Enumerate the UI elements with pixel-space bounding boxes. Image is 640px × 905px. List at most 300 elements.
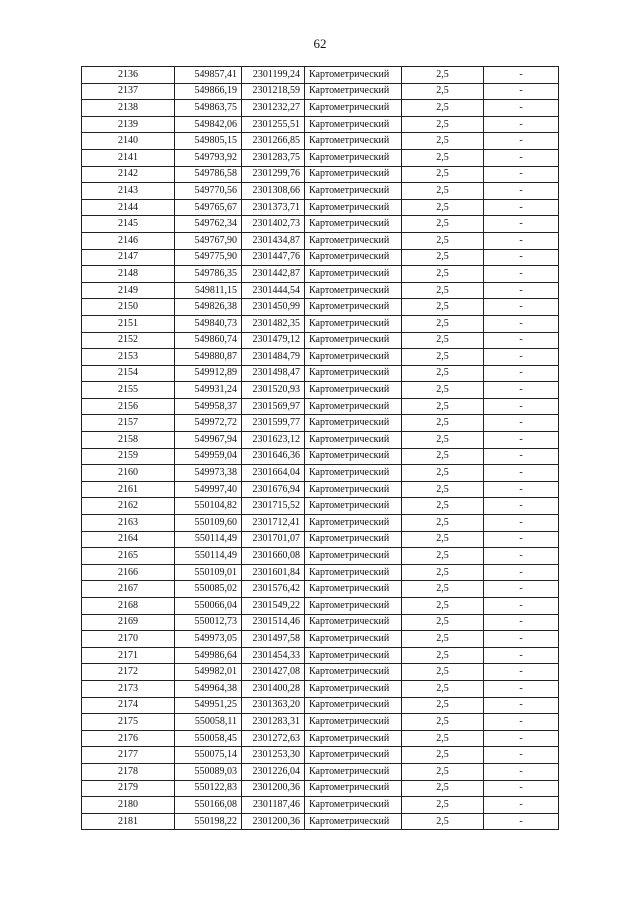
dash-cell: - [484,664,559,681]
x-coordinate-cell: 549986,64 [175,647,242,664]
x-coordinate-cell: 549770,56 [175,183,242,200]
y-coordinate-cell: 2301283,31 [242,714,305,731]
dash-cell: - [484,415,559,432]
dash-cell: - [484,763,559,780]
accuracy-cell: 2,5 [402,714,484,731]
accuracy-cell: 2,5 [402,299,484,316]
accuracy-cell: 2,5 [402,266,484,283]
dash-cell: - [484,133,559,150]
x-coordinate-cell: 549912,89 [175,365,242,382]
y-coordinate-cell: 2301308,66 [242,183,305,200]
accuracy-cell: 2,5 [402,763,484,780]
table-row [82,133,559,150]
x-coordinate-cell: 550089,03 [175,763,242,780]
method-cell: Картометрический [305,647,402,664]
table-row [82,100,559,117]
point-number-cell: 2138 [82,100,175,117]
dash-cell: - [484,498,559,515]
table-row [82,515,559,532]
dash-cell: - [484,631,559,648]
point-number-cell: 2174 [82,697,175,714]
point-number-cell: 2162 [82,498,175,515]
point-number-cell: 2177 [82,747,175,764]
x-coordinate-cell: 549786,35 [175,266,242,283]
table-row [82,780,559,797]
accuracy-cell: 2,5 [402,67,484,84]
dash-cell: - [484,67,559,84]
x-coordinate-cell: 549826,38 [175,299,242,316]
x-coordinate-cell: 550114,49 [175,531,242,548]
dash-cell: - [484,100,559,117]
x-coordinate-cell: 550085,02 [175,581,242,598]
table-row [82,116,559,133]
method-cell: Картометрический [305,232,402,249]
y-coordinate-cell: 2301676,94 [242,481,305,498]
table-row [82,697,559,714]
x-coordinate-cell: 549860,74 [175,332,242,349]
table-row [82,432,559,449]
dash-cell: - [484,282,559,299]
table-row [82,581,559,598]
table-row [82,415,559,432]
method-cell: Картометрический [305,780,402,797]
coordinates-table [81,66,559,830]
x-coordinate-cell: 549931,24 [175,382,242,399]
y-coordinate-cell: 2301497,58 [242,631,305,648]
y-coordinate-cell: 2301442,87 [242,266,305,283]
table-row [82,448,559,465]
accuracy-cell: 2,5 [402,183,484,200]
accuracy-cell: 2,5 [402,813,484,830]
method-cell: Картометрический [305,614,402,631]
point-number-cell: 2160 [82,465,175,482]
point-number-cell: 2153 [82,349,175,366]
table-row [82,299,559,316]
y-coordinate-cell: 2301253,30 [242,747,305,764]
accuracy-cell: 2,5 [402,747,484,764]
x-coordinate-cell: 550058,45 [175,730,242,747]
table-row [82,332,559,349]
accuracy-cell: 2,5 [402,631,484,648]
accuracy-cell: 2,5 [402,448,484,465]
y-coordinate-cell: 2301482,35 [242,315,305,332]
table-row [82,266,559,283]
method-cell: Картометрический [305,249,402,266]
accuracy-cell: 2,5 [402,365,484,382]
x-coordinate-cell: 550075,14 [175,747,242,764]
accuracy-cell: 2,5 [402,432,484,449]
method-cell: Картометрический [305,398,402,415]
accuracy-cell: 2,5 [402,780,484,797]
x-coordinate-cell: 549997,40 [175,481,242,498]
point-number-cell: 2166 [82,564,175,581]
point-number-cell: 2137 [82,83,175,100]
y-coordinate-cell: 2301569,97 [242,398,305,415]
y-coordinate-cell: 2301266,85 [242,133,305,150]
dash-cell: - [484,116,559,133]
dash-cell: - [484,216,559,233]
table-row [82,763,559,780]
y-coordinate-cell: 2301520,93 [242,382,305,399]
point-number-cell: 2173 [82,680,175,697]
point-number-cell: 2151 [82,315,175,332]
table-row [82,83,559,100]
method-cell: Картометрический [305,714,402,731]
point-number-cell: 2180 [82,797,175,814]
table-row [82,232,559,249]
x-coordinate-cell: 549863,75 [175,100,242,117]
table-row [82,813,559,830]
x-coordinate-cell: 550166,08 [175,797,242,814]
method-cell: Картометрический [305,664,402,681]
method-cell: Картометрический [305,282,402,299]
x-coordinate-cell: 549840,73 [175,315,242,332]
y-coordinate-cell: 2301218,59 [242,83,305,100]
y-coordinate-cell: 2301272,63 [242,730,305,747]
accuracy-cell: 2,5 [402,216,484,233]
y-coordinate-cell: 2301599,77 [242,415,305,432]
point-number-cell: 2164 [82,531,175,548]
y-coordinate-cell: 2301200,36 [242,780,305,797]
method-cell: Картометрический [305,299,402,316]
method-cell: Картометрический [305,548,402,565]
dash-cell: - [484,432,559,449]
dash-cell: - [484,382,559,399]
x-coordinate-cell: 549775,90 [175,249,242,266]
table-body [82,67,559,830]
x-coordinate-cell: 550012,73 [175,614,242,631]
y-coordinate-cell: 2301283,75 [242,149,305,166]
point-number-cell: 2156 [82,398,175,415]
point-number-cell: 2150 [82,299,175,316]
accuracy-cell: 2,5 [402,332,484,349]
table-row [82,664,559,681]
point-number-cell: 2157 [82,415,175,432]
method-cell: Картометрический [305,382,402,399]
method-cell: Картометрический [305,481,402,498]
y-coordinate-cell: 2301434,87 [242,232,305,249]
dash-cell: - [484,249,559,266]
y-coordinate-cell: 2301712,41 [242,515,305,532]
dash-cell: - [484,481,559,498]
y-coordinate-cell: 2301701,07 [242,531,305,548]
point-number-cell: 2154 [82,365,175,382]
dash-cell: - [484,548,559,565]
dash-cell: - [484,730,559,747]
x-coordinate-cell: 549964,38 [175,680,242,697]
table-row [82,531,559,548]
dash-cell: - [484,598,559,615]
accuracy-cell: 2,5 [402,598,484,615]
y-coordinate-cell: 2301514,46 [242,614,305,631]
table-row [82,67,559,84]
point-number-cell: 2168 [82,598,175,615]
method-cell: Картометрический [305,747,402,764]
accuracy-cell: 2,5 [402,515,484,532]
point-number-cell: 2178 [82,763,175,780]
method-cell: Картометрический [305,598,402,615]
table-row [82,680,559,697]
point-number-cell: 2152 [82,332,175,349]
point-number-cell: 2158 [82,432,175,449]
accuracy-cell: 2,5 [402,614,484,631]
method-cell: Картометрический [305,116,402,133]
accuracy-cell: 2,5 [402,797,484,814]
table-row [82,282,559,299]
x-coordinate-cell: 550109,01 [175,564,242,581]
method-cell: Картометрический [305,332,402,349]
dash-cell: - [484,680,559,697]
x-coordinate-cell: 549842,06 [175,116,242,133]
method-cell: Картометрический [305,365,402,382]
x-coordinate-cell: 549967,94 [175,432,242,449]
dash-cell: - [484,747,559,764]
accuracy-cell: 2,5 [402,282,484,299]
y-coordinate-cell: 2301601,84 [242,564,305,581]
x-coordinate-cell: 550122,83 [175,780,242,797]
y-coordinate-cell: 2301479,12 [242,332,305,349]
x-coordinate-cell: 549973,38 [175,465,242,482]
accuracy-cell: 2,5 [402,249,484,266]
x-coordinate-cell: 550058,11 [175,714,242,731]
accuracy-cell: 2,5 [402,680,484,697]
y-coordinate-cell: 2301450,99 [242,299,305,316]
y-coordinate-cell: 2301373,71 [242,199,305,216]
y-coordinate-cell: 2301447,76 [242,249,305,266]
method-cell: Картометрический [305,680,402,697]
method-cell: Картометрический [305,149,402,166]
method-cell: Картометрический [305,166,402,183]
accuracy-cell: 2,5 [402,199,484,216]
dash-cell: - [484,448,559,465]
accuracy-cell: 2,5 [402,531,484,548]
method-cell: Картометрический [305,432,402,449]
y-coordinate-cell: 2301402,73 [242,216,305,233]
method-cell: Картометрический [305,515,402,532]
y-coordinate-cell: 2301623,12 [242,432,305,449]
y-coordinate-cell: 2301498,47 [242,365,305,382]
method-cell: Картометрический [305,183,402,200]
point-number-cell: 2175 [82,714,175,731]
method-cell: Картометрический [305,100,402,117]
method-cell: Картометрический [305,581,402,598]
table-row [82,382,559,399]
y-coordinate-cell: 2301715,52 [242,498,305,515]
y-coordinate-cell: 2301199,24 [242,67,305,84]
y-coordinate-cell: 2301444,54 [242,282,305,299]
y-coordinate-cell: 2301232,27 [242,100,305,117]
y-coordinate-cell: 2301576,42 [242,581,305,598]
table-row [82,598,559,615]
dash-cell: - [484,515,559,532]
method-cell: Картометрический [305,199,402,216]
x-coordinate-cell: 550104,82 [175,498,242,515]
point-number-cell: 2161 [82,481,175,498]
table-row [82,315,559,332]
accuracy-cell: 2,5 [402,149,484,166]
accuracy-cell: 2,5 [402,232,484,249]
method-cell: Картометрический [305,216,402,233]
point-number-cell: 2143 [82,183,175,200]
dash-cell: - [484,365,559,382]
x-coordinate-cell: 549767,90 [175,232,242,249]
table-row [82,349,559,366]
point-number-cell: 2148 [82,266,175,283]
y-coordinate-cell: 2301400,28 [242,680,305,697]
accuracy-cell: 2,5 [402,315,484,332]
table-row [82,647,559,664]
accuracy-cell: 2,5 [402,100,484,117]
method-cell: Картометрический [305,266,402,283]
table-row [82,564,559,581]
method-cell: Картометрический [305,465,402,482]
point-number-cell: 2147 [82,249,175,266]
table-row [82,481,559,498]
point-number-cell: 2172 [82,664,175,681]
dash-cell: - [484,797,559,814]
point-number-cell: 2146 [82,232,175,249]
table-row [82,149,559,166]
x-coordinate-cell: 549762,34 [175,216,242,233]
point-number-cell: 2171 [82,647,175,664]
accuracy-cell: 2,5 [402,349,484,366]
method-cell: Картометрический [305,349,402,366]
accuracy-cell: 2,5 [402,398,484,415]
dash-cell: - [484,465,559,482]
x-coordinate-cell: 549866,19 [175,83,242,100]
accuracy-cell: 2,5 [402,415,484,432]
point-number-cell: 2159 [82,448,175,465]
dash-cell: - [484,166,559,183]
point-number-cell: 2139 [82,116,175,133]
y-coordinate-cell: 2301484,79 [242,349,305,366]
x-coordinate-cell: 549811,15 [175,282,242,299]
table-row [82,498,559,515]
y-coordinate-cell: 2301427,08 [242,664,305,681]
point-number-cell: 2144 [82,199,175,216]
dash-cell: - [484,398,559,415]
method-cell: Картометрический [305,531,402,548]
x-coordinate-cell: 549805,15 [175,133,242,150]
x-coordinate-cell: 549880,87 [175,349,242,366]
y-coordinate-cell: 2301549,22 [242,598,305,615]
method-cell: Картометрический [305,697,402,714]
accuracy-cell: 2,5 [402,116,484,133]
dash-cell: - [484,714,559,731]
point-number-cell: 2167 [82,581,175,598]
x-coordinate-cell: 549973,05 [175,631,242,648]
accuracy-cell: 2,5 [402,564,484,581]
point-number-cell: 2140 [82,133,175,150]
point-number-cell: 2165 [82,548,175,565]
dash-cell: - [484,647,559,664]
x-coordinate-cell: 549982,01 [175,664,242,681]
y-coordinate-cell: 2301454,33 [242,647,305,664]
method-cell: Картометрический [305,83,402,100]
page-number: 62 [313,36,327,51]
method-cell: Картометрический [305,415,402,432]
accuracy-cell: 2,5 [402,730,484,747]
point-number-cell: 2155 [82,382,175,399]
method-cell: Картометрический [305,448,402,465]
table-row [82,199,559,216]
dash-cell: - [484,266,559,283]
table-row [82,714,559,731]
x-coordinate-cell: 550198,22 [175,813,242,830]
table-row [82,166,559,183]
point-number-cell: 2163 [82,515,175,532]
table-row [82,365,559,382]
point-number-cell: 2169 [82,614,175,631]
accuracy-cell: 2,5 [402,581,484,598]
dash-cell: - [484,149,559,166]
x-coordinate-cell: 550066,04 [175,598,242,615]
table-row [82,730,559,747]
dash-cell: - [484,697,559,714]
table-row [82,216,559,233]
method-cell: Картометрический [305,564,402,581]
method-cell: Картометрический [305,813,402,830]
point-number-cell: 2142 [82,166,175,183]
x-coordinate-cell: 549958,37 [175,398,242,415]
accuracy-cell: 2,5 [402,133,484,150]
accuracy-cell: 2,5 [402,548,484,565]
method-cell: Картометрический [305,498,402,515]
point-number-cell: 2176 [82,730,175,747]
dash-cell: - [484,581,559,598]
accuracy-cell: 2,5 [402,382,484,399]
table-row [82,747,559,764]
table-row [82,614,559,631]
dash-cell: - [484,183,559,200]
dash-cell: - [484,199,559,216]
accuracy-cell: 2,5 [402,465,484,482]
x-coordinate-cell: 549951,25 [175,697,242,714]
y-coordinate-cell: 2301226,04 [242,763,305,780]
method-cell: Картометрический [305,763,402,780]
method-cell: Картометрический [305,797,402,814]
y-coordinate-cell: 2301664,04 [242,465,305,482]
y-coordinate-cell: 2301660,08 [242,548,305,565]
accuracy-cell: 2,5 [402,481,484,498]
x-coordinate-cell: 550114,49 [175,548,242,565]
accuracy-cell: 2,5 [402,647,484,664]
x-coordinate-cell: 549786,58 [175,166,242,183]
x-coordinate-cell: 549972,72 [175,415,242,432]
x-coordinate-cell: 549793,92 [175,149,242,166]
dash-cell: - [484,780,559,797]
method-cell: Картометрический [305,631,402,648]
dash-cell: - [484,349,559,366]
point-number-cell: 2149 [82,282,175,299]
y-coordinate-cell: 2301646,36 [242,448,305,465]
point-number-cell: 2170 [82,631,175,648]
dash-cell: - [484,531,559,548]
table-row [82,249,559,266]
table-row [82,183,559,200]
dash-cell: - [484,614,559,631]
method-cell: Картометрический [305,730,402,747]
accuracy-cell: 2,5 [402,83,484,100]
y-coordinate-cell: 2301255,51 [242,116,305,133]
method-cell: Картометрический [305,67,402,84]
point-number-cell: 2145 [82,216,175,233]
table-row [82,548,559,565]
table-row [82,797,559,814]
x-coordinate-cell: 549959,04 [175,448,242,465]
x-coordinate-cell: 549765,67 [175,199,242,216]
method-cell: Картометрический [305,315,402,332]
